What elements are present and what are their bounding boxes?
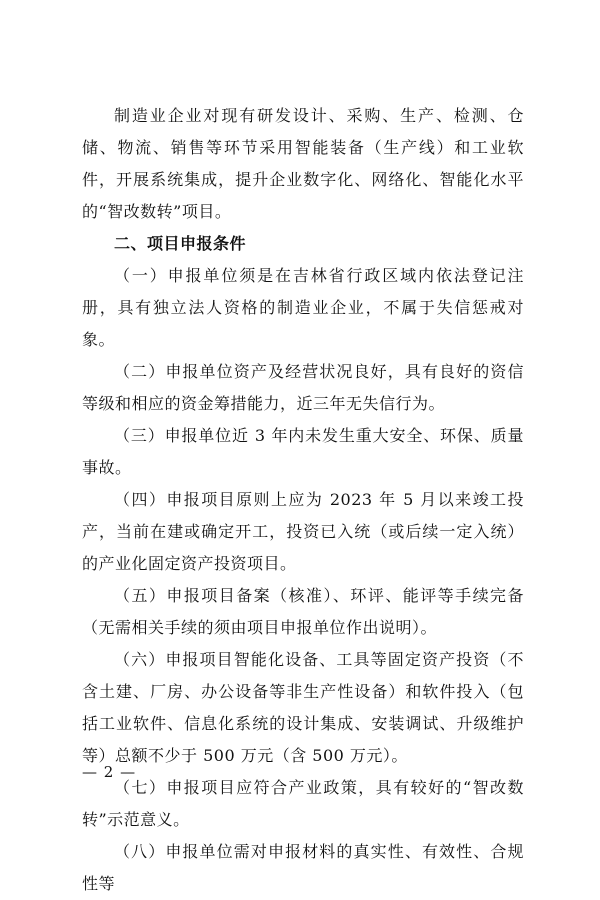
condition-4: （四）申报项目原则上应为 2023 年 5 月以来竣工投产，当前在建或确定开工，投资已入统（或后续一定入统）的产业化固定资产投资项目。 bbox=[82, 490, 524, 573]
condition-7: （七）申报项目应符合产业政策，具有较好的“智改数转”示范意义。 bbox=[82, 778, 524, 829]
document-body bbox=[82, 100, 524, 900]
condition-2: （二）申报单位资产及经营状况良好，具有良好的资信等级和相应的资金筹措能力，近三年无失信行为。 bbox=[82, 362, 524, 413]
condition-3: （三）申报单位近 3 年内未发生重大安全、环保、质量事故。 bbox=[82, 426, 524, 477]
intro-paragraph: 制造业企业对现有研发设计、采购、生产、检测、仓储、物流、销售等环节采用智能装备（生产线）和工业软件，开展系统集成，提升企业数字化、网络化、智能化水平的“智改数转”项目。 bbox=[82, 106, 524, 221]
page-number: — 2 — bbox=[82, 763, 137, 781]
condition-6: （六）申报项目智能化设备、工具等固定资产投资（不含土建、厂房、办公设备等非生产性设备）和软件投入（包括工业软件、信息化系统的设计集成、安装调试、升级维护等）总额不少于 500 万元（含 500 万元）。 bbox=[82, 650, 524, 765]
condition-1: （一）申报单位须是在吉林省行政区域内依法登记注册，具有独立法人资格的制造业企业，不属于失信惩戒对象。 bbox=[82, 266, 524, 349]
condition-8: （八）申报单位需对申报材料的真实性、有效性、合规性等 bbox=[82, 842, 524, 893]
condition-5: （五）申报项目备案（核准）、环评、能评等手续完备（无需相关手续的须由项目申报单位作出说明）。 bbox=[82, 586, 524, 637]
section-heading: 二、项目申报条件 bbox=[114, 234, 247, 253]
